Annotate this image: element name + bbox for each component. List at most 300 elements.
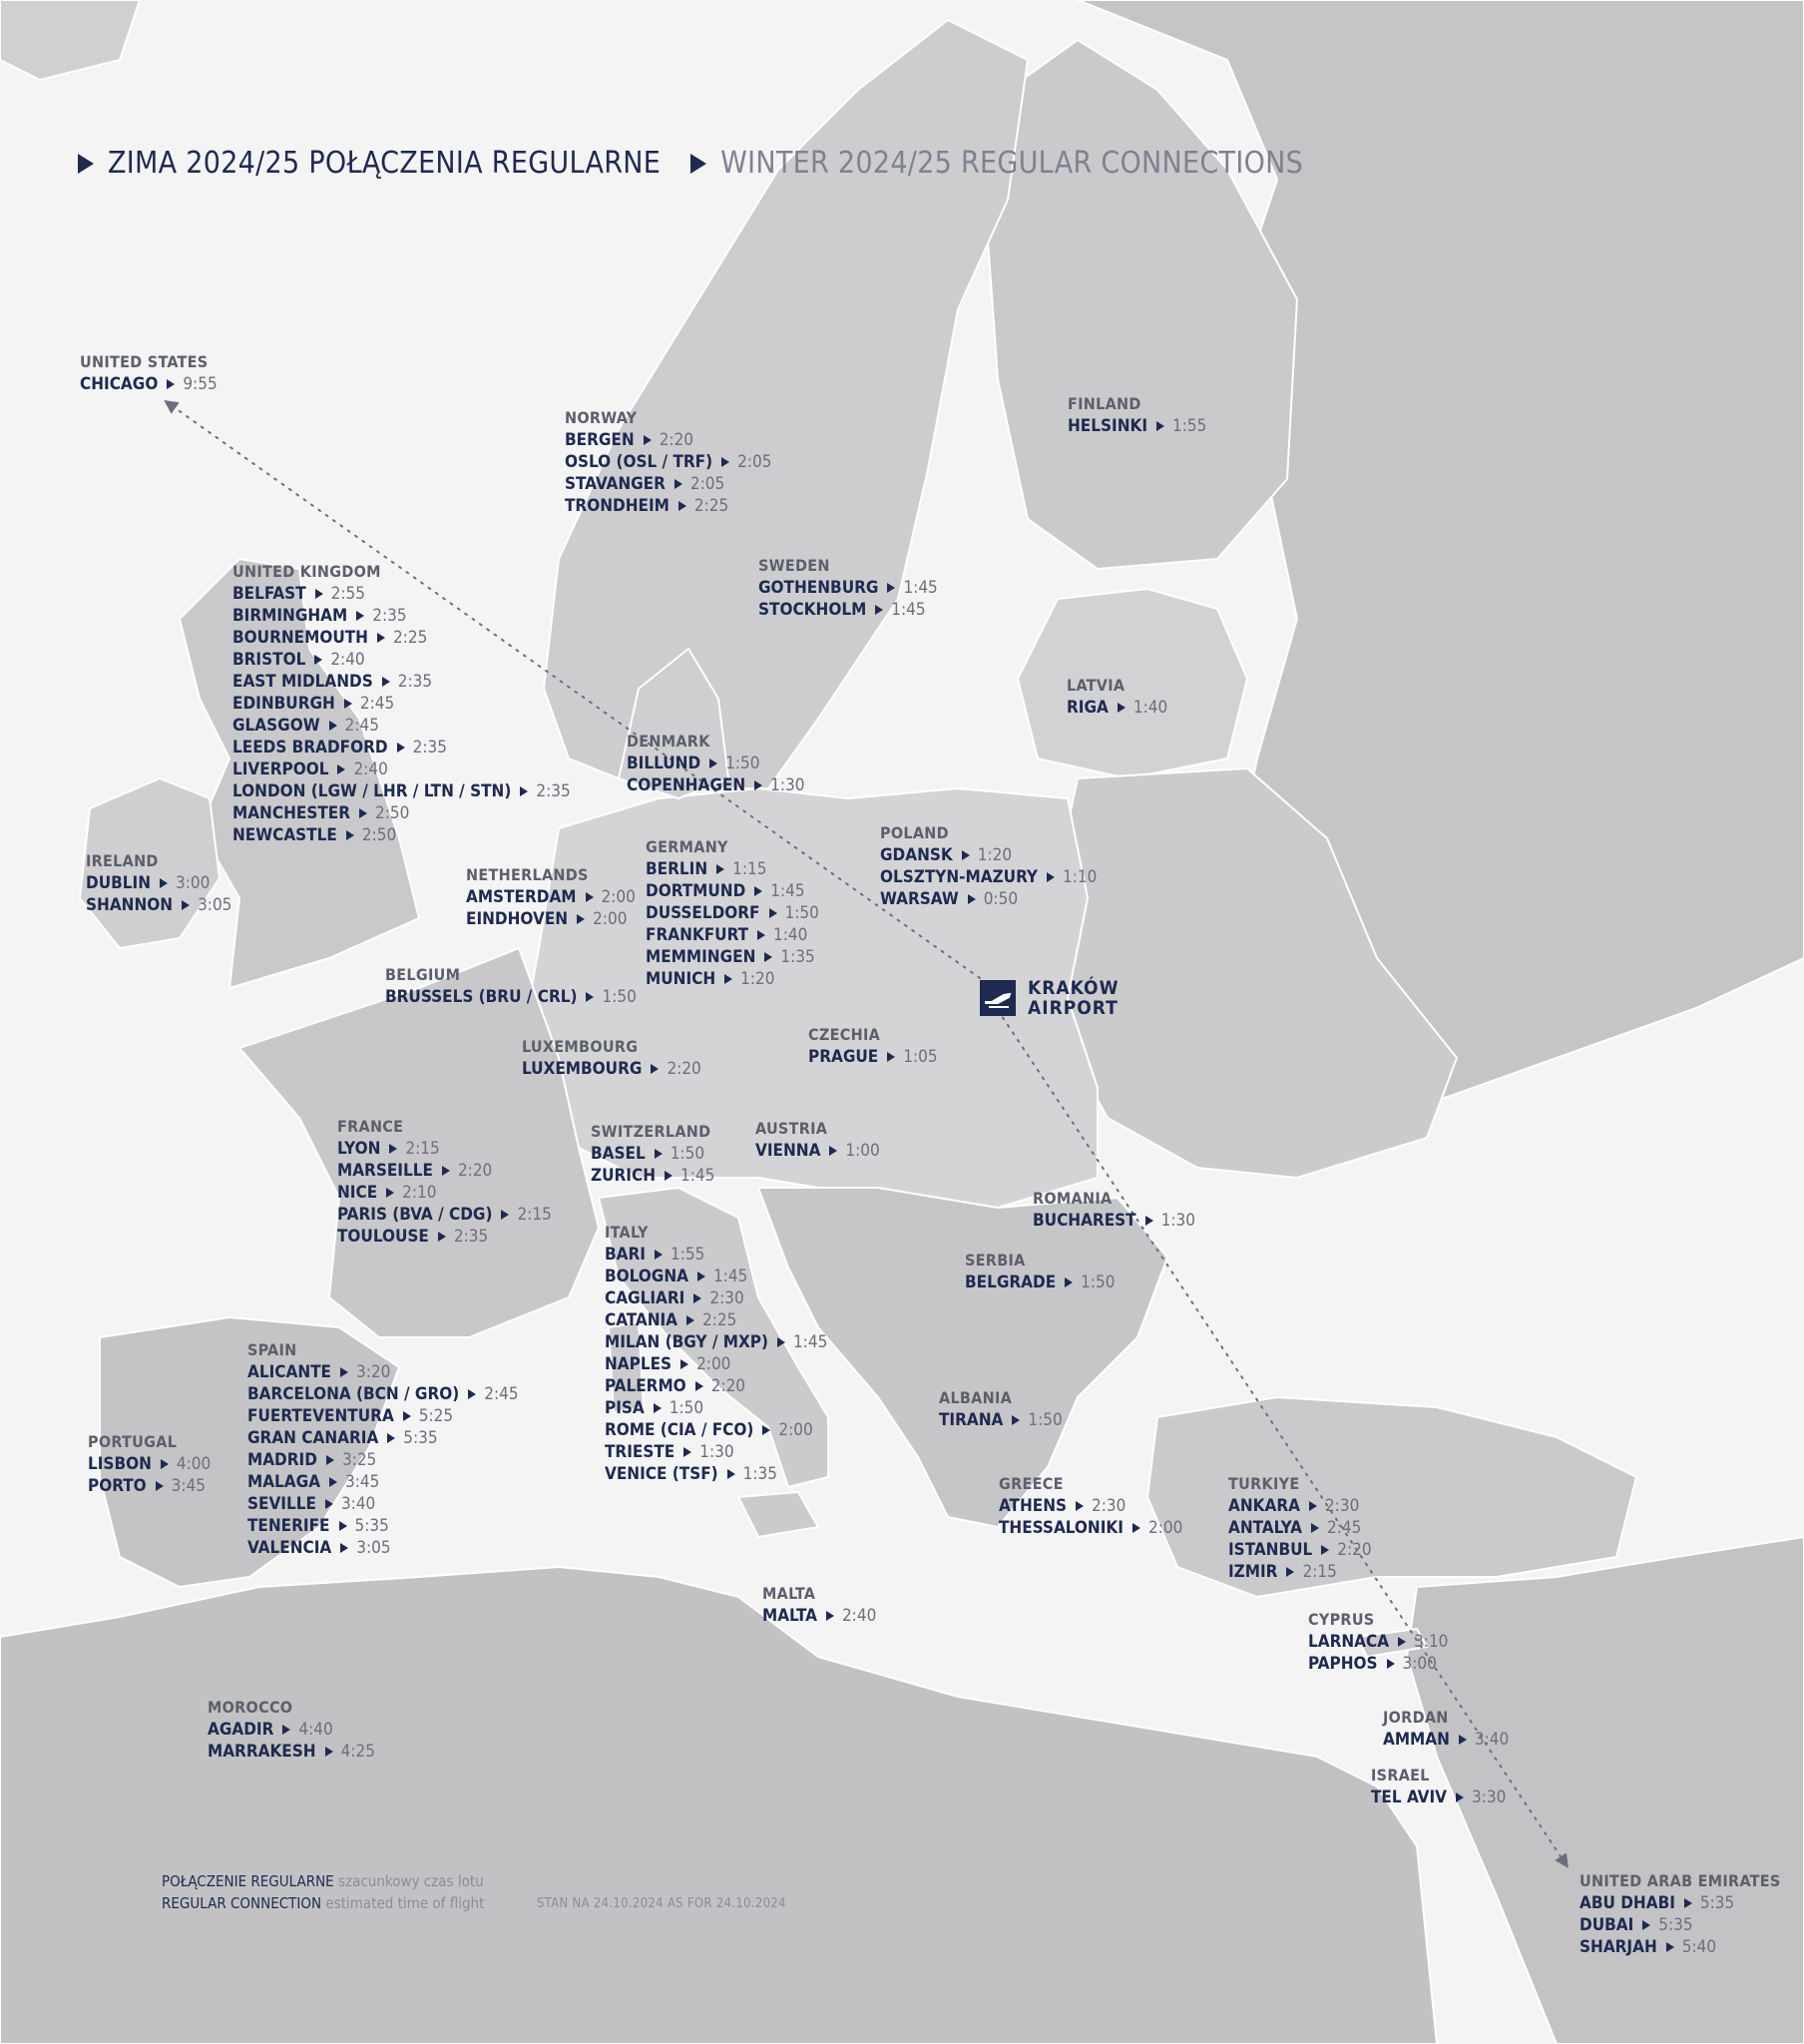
- destination-row: [1579, 1936, 1781, 1958]
- arrow-right-icon: [359, 808, 367, 818]
- destination-row: [247, 1449, 519, 1471]
- city-name: ANTALYA: [1228, 1518, 1302, 1538]
- arrow-right-icon: [382, 677, 390, 687]
- flight-time: 4:25: [340, 1742, 375, 1762]
- legend-key-pl: POŁĄCZENIE REGULARNE: [162, 1872, 334, 1890]
- city-name: CAGLIARI: [605, 1288, 685, 1308]
- destination-group-czechia: [808, 1024, 938, 1068]
- city-name: OLSZTYN-MAZURY: [880, 867, 1038, 887]
- destination-row: [466, 908, 636, 930]
- flight-time: 3:45: [345, 1472, 380, 1492]
- legend: [162, 1870, 484, 1914]
- city-name: STOCKHOLM: [758, 600, 867, 620]
- arrow-right-icon: [695, 1381, 703, 1391]
- flight-time: 1:45: [770, 881, 805, 901]
- arrow-right-icon: [757, 930, 765, 940]
- destination-group-turkiye: [1228, 1473, 1372, 1583]
- arrow-right-icon: [1118, 703, 1126, 713]
- city-name: EINDHOVEN: [466, 909, 569, 929]
- arrow-right-icon: [678, 501, 686, 511]
- flight-time: 3:10: [1414, 1632, 1449, 1652]
- arrow-right-icon: [167, 379, 175, 389]
- arrow-right-icon: [968, 894, 976, 904]
- city-name: CHICAGO: [80, 374, 159, 394]
- city-name: BIRMINGHAM: [232, 606, 348, 626]
- city-name: SHANNON: [86, 895, 174, 915]
- city-name: DUBAI: [1579, 1915, 1634, 1935]
- city-name: MANCHESTER: [232, 803, 351, 823]
- destination-row: [1228, 1495, 1372, 1517]
- city-name: AMSTERDAM: [466, 887, 577, 907]
- city-name: BERLIN: [646, 859, 708, 879]
- destination-row: [646, 946, 819, 968]
- city-name: BERGEN: [565, 430, 635, 450]
- city-name: NEWCASTLE: [232, 825, 337, 845]
- destination-row: [605, 1419, 827, 1441]
- flight-time: 2:20: [710, 1376, 746, 1396]
- flight-time: 1:55: [670, 1245, 705, 1265]
- destination-row: [208, 1719, 375, 1741]
- destination-row: [646, 968, 819, 990]
- arrow-right-icon: [1012, 1415, 1020, 1425]
- destination-row: [605, 1397, 827, 1419]
- city-name: CATANIA: [605, 1310, 678, 1330]
- country-label: CYPRUS: [1308, 1610, 1375, 1629]
- flight-time: 2:45: [344, 716, 379, 736]
- city-name: VENICE (TSF): [605, 1464, 718, 1484]
- arrow-right-icon: [442, 1166, 450, 1176]
- destination-row: [939, 1409, 1063, 1431]
- flight-time: 2:15: [1302, 1562, 1337, 1582]
- city-name: MARSEILLE: [337, 1161, 433, 1181]
- flight-time: 2:45: [1326, 1518, 1362, 1538]
- destination-row: [247, 1515, 519, 1537]
- city-name: DORTMUND: [646, 881, 746, 901]
- country-label: MOROCCO: [208, 1698, 293, 1717]
- city-name: NAPLES: [605, 1354, 673, 1374]
- city-name: GOTHENBURG: [758, 578, 879, 598]
- flight-time: 3:45: [171, 1476, 206, 1496]
- destination-row: [247, 1427, 519, 1449]
- destination-row: [755, 1140, 880, 1162]
- destination-row: [605, 1266, 827, 1287]
- flight-time: 3:40: [340, 1494, 376, 1514]
- destination-row: [565, 473, 771, 495]
- destination-row: [1308, 1631, 1448, 1653]
- city-name: GLASGOW: [232, 716, 320, 736]
- city-name: GRAN CANARIA: [247, 1428, 379, 1448]
- arrow-right-icon: [1398, 1637, 1406, 1647]
- city-name: BRUSSELS (BRU / CRL): [385, 987, 578, 1007]
- destination-group-austria: [755, 1118, 880, 1162]
- destination-row: [86, 894, 231, 916]
- flight-time: 1:40: [773, 925, 808, 945]
- city-name: TIRANA: [939, 1410, 1004, 1430]
- destination-row: [247, 1493, 519, 1515]
- arrow-right-icon: [887, 583, 895, 593]
- flight-time: 5:25: [418, 1406, 454, 1426]
- destination-row: [880, 844, 1097, 866]
- flight-time: 2:20: [659, 430, 694, 450]
- city-name: TOULOUSE: [337, 1227, 429, 1247]
- flight-time: 2:35: [453, 1227, 489, 1247]
- arrow-right-icon: [1311, 1523, 1319, 1533]
- destination-row: [591, 1143, 714, 1165]
- destination-row: [1308, 1653, 1448, 1675]
- flight-time: 5:35: [354, 1516, 389, 1536]
- arrow-right-icon: [1684, 1898, 1692, 1908]
- city-name: BUCHAREST: [1033, 1211, 1136, 1231]
- destination-row: [80, 373, 218, 395]
- country-label: ITALY: [605, 1223, 649, 1242]
- arrow-right-icon: [1321, 1545, 1329, 1555]
- destination-row: [808, 1046, 938, 1068]
- destination-row: [337, 1160, 552, 1182]
- arrow-right-icon: [1286, 1567, 1294, 1577]
- destination-row: [1228, 1539, 1372, 1561]
- flight-time: 1:05: [903, 1047, 938, 1067]
- arrow-right-icon: [339, 1521, 347, 1531]
- destination-group-malta: [762, 1583, 876, 1627]
- destination-row: [1068, 415, 1206, 437]
- city-name: PISA: [605, 1398, 645, 1418]
- arrow-right-icon: [160, 878, 168, 888]
- destination-row: [565, 495, 771, 517]
- arrow-right-icon: [829, 1146, 837, 1156]
- destination-row: [999, 1517, 1182, 1539]
- arrow-right-icon: [403, 1411, 411, 1421]
- destination-row: [232, 802, 571, 824]
- flight-time: 9:55: [183, 374, 218, 394]
- arrow-right-icon: [337, 765, 345, 774]
- arrow-right-icon: [764, 952, 772, 962]
- city-name: VIENNA: [755, 1141, 821, 1161]
- destination-row: [337, 1182, 552, 1204]
- destination-group-usa: [80, 351, 218, 395]
- destination-row: [605, 1244, 827, 1266]
- arrow-right-icon: [1459, 1735, 1467, 1745]
- city-name: IZMIR: [1228, 1562, 1278, 1582]
- destination-row: [232, 693, 571, 715]
- arrow-right-icon: [754, 886, 762, 896]
- destination-row: [758, 599, 938, 621]
- flight-time: 2:20: [1337, 1540, 1372, 1560]
- destination-row: [605, 1441, 827, 1463]
- destination-row: [208, 1741, 375, 1763]
- city-name: TRONDHEIM: [565, 496, 670, 516]
- destination-row: [605, 1375, 827, 1397]
- arrow-right-icon: [1456, 1792, 1464, 1802]
- flight-time: 1:45: [891, 600, 926, 620]
- flight-time: 2:40: [330, 650, 365, 670]
- city-name: EAST MIDLANDS: [232, 672, 373, 692]
- destination-group-cyprus: [1308, 1609, 1448, 1675]
- country-label: NETHERLANDS: [466, 865, 589, 884]
- flight-time: 1:50: [784, 903, 819, 923]
- destination-row: [337, 1226, 552, 1248]
- country-label: LATVIA: [1067, 676, 1126, 695]
- flight-time: 2:05: [737, 452, 772, 472]
- destination-row: [646, 858, 819, 880]
- city-name: ZURICH: [591, 1166, 656, 1186]
- country-label: MALTA: [762, 1584, 816, 1603]
- city-name: MUNICH: [646, 969, 716, 989]
- flight-time: 1:30: [699, 1442, 734, 1462]
- country-label: PORTUGAL: [88, 1432, 178, 1451]
- city-name: BILLUND: [627, 754, 701, 773]
- city-name: BRISTOL: [232, 650, 306, 670]
- arrow-right-icon: [1076, 1501, 1084, 1511]
- flight-time: 2:45: [484, 1384, 519, 1404]
- flight-time: 2:25: [702, 1310, 737, 1330]
- flight-time: 2:00: [778, 1420, 813, 1440]
- city-name: THESSALONIKI: [999, 1518, 1124, 1538]
- destination-row: [1371, 1787, 1506, 1808]
- city-name: AGADIR: [208, 1720, 274, 1740]
- city-name: SHARJAH: [1579, 1937, 1657, 1957]
- city-name: BARCELONA (BCN / GRO): [247, 1384, 460, 1404]
- flight-time: 3:05: [356, 1538, 391, 1558]
- arrow-right-icon: [387, 1433, 395, 1443]
- destination-row: [1579, 1892, 1781, 1914]
- destination-row: [247, 1537, 519, 1559]
- country-label: BELGIUM: [385, 965, 461, 984]
- destination-row: [1228, 1561, 1372, 1583]
- destination-group-portugal: [88, 1431, 211, 1497]
- destination-row: [646, 902, 819, 924]
- destination-group-spain: [247, 1339, 519, 1559]
- arrow-right-icon: [1132, 1523, 1140, 1533]
- arrow-right-icon: [340, 1367, 348, 1377]
- map-title: [78, 146, 1303, 181]
- flight-time: 2:35: [397, 672, 433, 692]
- arrow-right-icon: [156, 1481, 164, 1491]
- arrow-right-icon: [329, 1477, 337, 1487]
- flight-time: 3:05: [198, 895, 232, 915]
- flight-time: 2:40: [353, 760, 388, 779]
- city-name: SEVILLE: [247, 1494, 316, 1514]
- city-name: LARNACA: [1308, 1632, 1390, 1652]
- arrow-right-icon: [709, 759, 717, 768]
- destination-row: [591, 1165, 714, 1187]
- country-label: UNITED STATES: [80, 352, 209, 371]
- city-name: LISBON: [88, 1454, 152, 1474]
- arrow-right-icon: [826, 1611, 834, 1621]
- city-name: GDANSK: [880, 845, 953, 865]
- flight-time: 2:25: [693, 496, 729, 516]
- country-label: CZECHIA: [808, 1025, 881, 1044]
- arrow-right-icon: [754, 780, 762, 790]
- destination-group-serbia: [965, 1250, 1116, 1293]
- city-name: ANKARA: [1228, 1496, 1300, 1516]
- city-name: PAPHOS: [1308, 1654, 1378, 1674]
- destination-row: [880, 888, 1097, 910]
- destination-row: [1067, 697, 1167, 719]
- arrow-right-icon: [716, 864, 724, 874]
- destination-row: [232, 649, 571, 671]
- flight-time: 1:15: [732, 859, 767, 879]
- arrow-right-icon: [762, 1425, 770, 1435]
- flight-time: 1:00: [845, 1141, 880, 1161]
- country-label: GREECE: [999, 1474, 1064, 1493]
- arrow-right-icon: [655, 1250, 663, 1260]
- destination-group-italy: [605, 1222, 827, 1485]
- destination-row: [247, 1405, 519, 1427]
- city-name: TEL AVIV: [1371, 1788, 1447, 1807]
- flight-time: 1:35: [742, 1464, 777, 1484]
- destination-row: [385, 986, 637, 1008]
- country-label: SWITZERLAND: [591, 1122, 711, 1141]
- destination-row: [1228, 1517, 1372, 1539]
- destination-group-uk: [232, 561, 571, 846]
- krakow-airport-marker: [980, 978, 1119, 1018]
- arrow-right-icon: [1666, 1942, 1674, 1952]
- city-name: MILAN (BGY / MXP): [605, 1332, 768, 1352]
- airport-name: KRAKÓW AIRPORT: [1028, 977, 1120, 1019]
- destination-group-norway: [565, 407, 771, 517]
- flight-time: 2:30: [1092, 1496, 1127, 1516]
- country-label: SERBIA: [965, 1251, 1026, 1270]
- flight-time: 2:20: [667, 1059, 701, 1079]
- city-name: TENERIFE: [247, 1516, 330, 1536]
- flight-time: 2:00: [696, 1354, 731, 1374]
- country-label: ROMANIA: [1033, 1189, 1113, 1208]
- city-name: TRIESTE: [605, 1442, 676, 1462]
- flight-time: 3:00: [176, 873, 211, 893]
- arrow-right-icon: [675, 479, 682, 489]
- arrow-right-icon: [644, 435, 652, 445]
- city-name: PARIS (BVA / CDG): [337, 1205, 493, 1225]
- arrow-right-icon: [325, 1499, 333, 1509]
- city-name: BARI: [605, 1245, 646, 1265]
- destination-group-switzerland: [591, 1121, 714, 1187]
- destination-group-latvia: [1067, 675, 1167, 719]
- city-name: ABU DHABI: [1579, 1893, 1675, 1913]
- arrow-right-icon: [683, 1447, 691, 1457]
- city-name: ATHENS: [999, 1496, 1068, 1516]
- flight-time: 1:10: [1063, 867, 1098, 887]
- flight-time: 2:55: [330, 584, 365, 604]
- destination-row: [605, 1287, 827, 1309]
- city-name: AMMAN: [1383, 1730, 1450, 1750]
- country-label: ISRAEL: [1371, 1766, 1430, 1785]
- flight-time: 1:40: [1132, 698, 1168, 718]
- flight-time: 3:40: [1474, 1730, 1510, 1750]
- destination-group-greece: [999, 1473, 1182, 1539]
- destination-row: [646, 924, 819, 946]
- country-label: TURKIYE: [1228, 1474, 1300, 1493]
- legend-value-en: estimated time of flight: [325, 1894, 485, 1912]
- city-name: ROME (CIA / FCO): [605, 1420, 754, 1440]
- flight-time: 2:35: [372, 606, 407, 626]
- arrow-right-icon: [314, 655, 322, 665]
- country-label: SPAIN: [247, 1340, 297, 1359]
- flight-time: 2:45: [359, 694, 395, 714]
- arrow-right-icon: [875, 605, 883, 615]
- flight-time: 3:30: [1472, 1788, 1507, 1807]
- arrow-right-icon: [686, 1315, 694, 1325]
- arrow-right-icon: [654, 1403, 662, 1413]
- arrow-right-icon: [1145, 1216, 1153, 1226]
- city-name: DUSSELDORF: [646, 903, 760, 923]
- city-name: RIGA: [1067, 698, 1109, 718]
- destination-row: [86, 872, 231, 894]
- destination-group-luxembourg: [522, 1036, 701, 1080]
- city-name: STAVANGER: [565, 474, 666, 494]
- flight-time: 4:00: [176, 1454, 212, 1474]
- flight-time: 1:35: [780, 947, 815, 967]
- country-label: AUSTRIA: [755, 1119, 828, 1138]
- arrow-right-icon: [777, 1337, 785, 1347]
- country-label: UNITED ARAB EMIRATES: [1579, 1871, 1781, 1890]
- destination-row: [247, 1471, 519, 1493]
- country-label: LUXEMBOURG: [522, 1037, 639, 1056]
- destination-row: [337, 1138, 552, 1160]
- flight-time: 2:35: [536, 781, 571, 801]
- flight-time: 2:00: [601, 887, 636, 907]
- city-name: DUBLIN: [86, 873, 152, 893]
- as-of-date: STAN NA 24.10.2024 AS FOR 24.10.2024: [537, 1896, 786, 1911]
- arrow-right-icon: [727, 1469, 735, 1479]
- destination-group-romania: [1033, 1188, 1195, 1232]
- flight-time: 5:40: [1681, 1937, 1717, 1957]
- destination-row: [337, 1204, 552, 1226]
- flight-time: 2:20: [457, 1161, 493, 1181]
- flight-time: 2:30: [1324, 1496, 1360, 1516]
- country-label: FRANCE: [337, 1117, 404, 1136]
- destination-group-poland: [880, 822, 1097, 910]
- flight-time: 2:50: [361, 825, 397, 845]
- flight-time: 5:35: [1658, 1915, 1693, 1935]
- title-polish: ZIMA 2024/25 POŁĄCZENIA REGULARNE: [108, 146, 662, 181]
- flight-time: 3:00: [1402, 1654, 1437, 1674]
- flight-time: 1:45: [680, 1166, 715, 1186]
- destination-row: [522, 1058, 701, 1080]
- arrow-right-icon: [887, 1052, 895, 1062]
- destination-group-belgium: [385, 964, 637, 1008]
- flight-time: 3:25: [341, 1450, 377, 1470]
- country-label: FINLAND: [1068, 394, 1141, 413]
- city-name: OSLO (OSL / TRF): [565, 452, 713, 472]
- country-label: GERMANY: [646, 837, 728, 856]
- arrow-right-icon: [693, 1293, 701, 1303]
- city-name: BOURNEMOUTH: [232, 628, 368, 648]
- destination-row: [565, 451, 771, 473]
- destination-row: [605, 1331, 827, 1353]
- flight-time: 1:20: [740, 969, 775, 989]
- flight-time: 1:50: [725, 754, 760, 773]
- flight-time: 1:50: [669, 1398, 704, 1418]
- arrow-right-icon: [724, 974, 732, 984]
- flight-time: 2:15: [405, 1139, 440, 1159]
- country-label: JORDAN: [1383, 1708, 1449, 1727]
- city-name: PORTO: [88, 1476, 147, 1496]
- flight-time: 0:50: [983, 889, 1019, 909]
- city-name: ALICANTE: [247, 1362, 332, 1382]
- destination-row: [758, 577, 938, 599]
- city-name: MEMMINGEN: [646, 947, 756, 967]
- destination-group-uae: [1579, 1870, 1781, 1958]
- arrow-right-icon: [389, 1144, 397, 1154]
- arrow-right-icon: [315, 589, 323, 599]
- arrow-right-icon: [655, 1149, 663, 1159]
- destination-row: [999, 1495, 1182, 1517]
- destination-group-germany: [646, 836, 819, 990]
- flight-time: 2:40: [841, 1606, 877, 1626]
- city-name: PALERMO: [605, 1376, 686, 1396]
- destination-row: [247, 1361, 519, 1383]
- destination-row: [232, 605, 571, 627]
